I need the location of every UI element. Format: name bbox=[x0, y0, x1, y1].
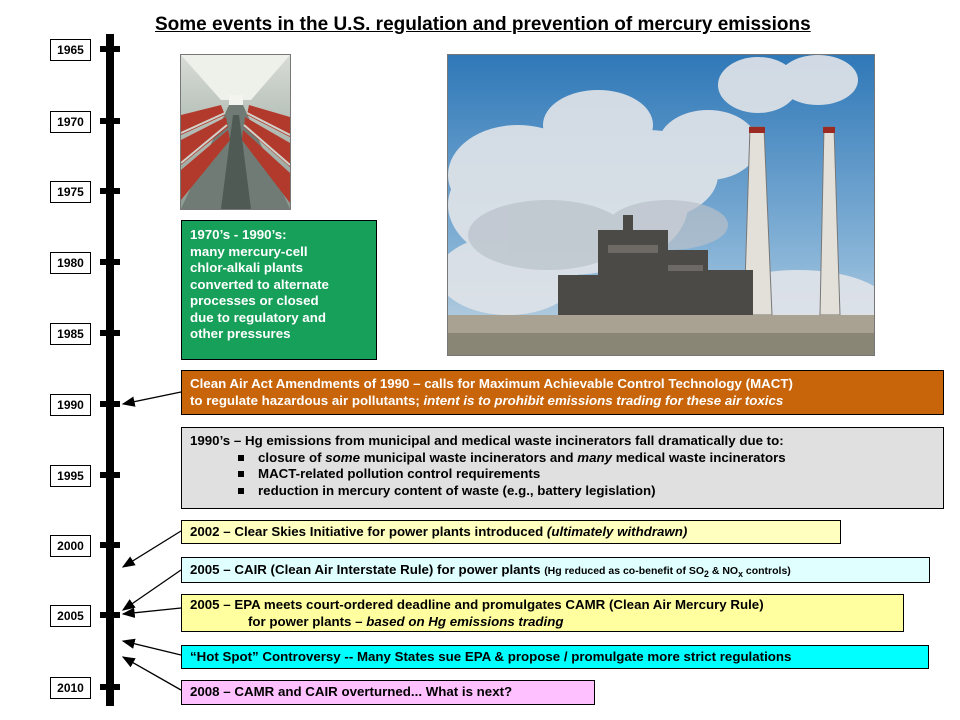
page-title: Some events in the U.S. regulation and prevention of mercury emissions bbox=[155, 14, 811, 35]
event-text-italic: intent is to prohibit emissions trading for these air toxics bbox=[423, 392, 784, 408]
year-label: 2000 bbox=[50, 535, 91, 557]
event-text: “Hot Spot” Controversy -- Many States sue EPA & propose / promulgate more strict regulations bbox=[190, 649, 792, 664]
event-text-line: 2005 – EPA meets court-ordered deadline and promulgates CAMR (Clean Air Mercury Rule) bbox=[190, 597, 764, 612]
year-label: 1985 bbox=[50, 323, 91, 345]
bullet-text: medical waste incinerators bbox=[612, 449, 786, 465]
event-text: 2008 – CAMR and CAIR overturned... What is next? bbox=[190, 684, 513, 699]
event-text-line: other pressures bbox=[190, 326, 291, 341]
event-note-text: controls) bbox=[742, 565, 791, 577]
event-text: for power plants – bbox=[248, 613, 367, 629]
event-text: 2005 – CAIR (Clean Air Interstate Rule) for power plants bbox=[190, 562, 545, 577]
event-text-line: Clean Air Act Amendments of 1990 – calls for Maximum Achievable Control Technology (MACT) bbox=[190, 376, 793, 391]
arrow bbox=[123, 570, 181, 610]
year-label: 1980 bbox=[50, 252, 91, 274]
year-label: 1965 bbox=[50, 39, 91, 61]
event-text-line: 1970’s - 1990’s: bbox=[190, 227, 287, 242]
event-text-line: chlor-alkali plants bbox=[190, 260, 304, 275]
year-label: 1995 bbox=[50, 465, 91, 487]
event-text: 2002 – Clear Skies Initiative for power plants introduced bbox=[190, 524, 547, 539]
year-label: 2010 bbox=[50, 677, 91, 699]
arrow bbox=[123, 531, 181, 567]
list-item: MACT-related pollution control requirements bbox=[258, 466, 935, 483]
bullet-text: municipal waste incinerators and bbox=[360, 449, 578, 465]
year-label: 2005 bbox=[50, 605, 91, 627]
event-heading: 1990’s – Hg emissions from municipal and medical waste incinerators fall dramatically due to: bbox=[190, 433, 784, 448]
event-text-italic: (ultimately withdrawn) bbox=[546, 524, 688, 539]
bullet-text: closure of bbox=[258, 449, 326, 465]
event-text-line: converted to alternate bbox=[190, 276, 329, 292]
bullet-text-italic: some bbox=[325, 449, 360, 465]
subscript: 2 bbox=[704, 569, 709, 580]
arrow bbox=[123, 392, 181, 404]
bullet-text-italic: many bbox=[577, 449, 612, 465]
event-text: to regulate hazardous air pollutants; bbox=[190, 392, 424, 408]
arrow bbox=[123, 608, 181, 614]
year-label: 1990 bbox=[50, 394, 91, 416]
event-text-line: due to regulatory and bbox=[190, 309, 326, 325]
year-label: 1975 bbox=[50, 181, 91, 203]
event-text-line: processes or closed bbox=[190, 293, 319, 308]
event-text-italic: based on Hg emissions trading bbox=[366, 613, 564, 629]
arrow bbox=[123, 657, 181, 690]
arrow bbox=[123, 641, 181, 655]
event-note-text: & NO bbox=[708, 565, 739, 577]
list-item: reduction in mercury content of waste (e.g., battery legislation) bbox=[258, 483, 935, 500]
subscript: x bbox=[738, 569, 743, 580]
event-text-line: many mercury-cell bbox=[190, 243, 308, 259]
year-label: 1970 bbox=[50, 111, 91, 133]
event-note-text: (Hg reduced as co-benefit of SO bbox=[544, 565, 705, 577]
